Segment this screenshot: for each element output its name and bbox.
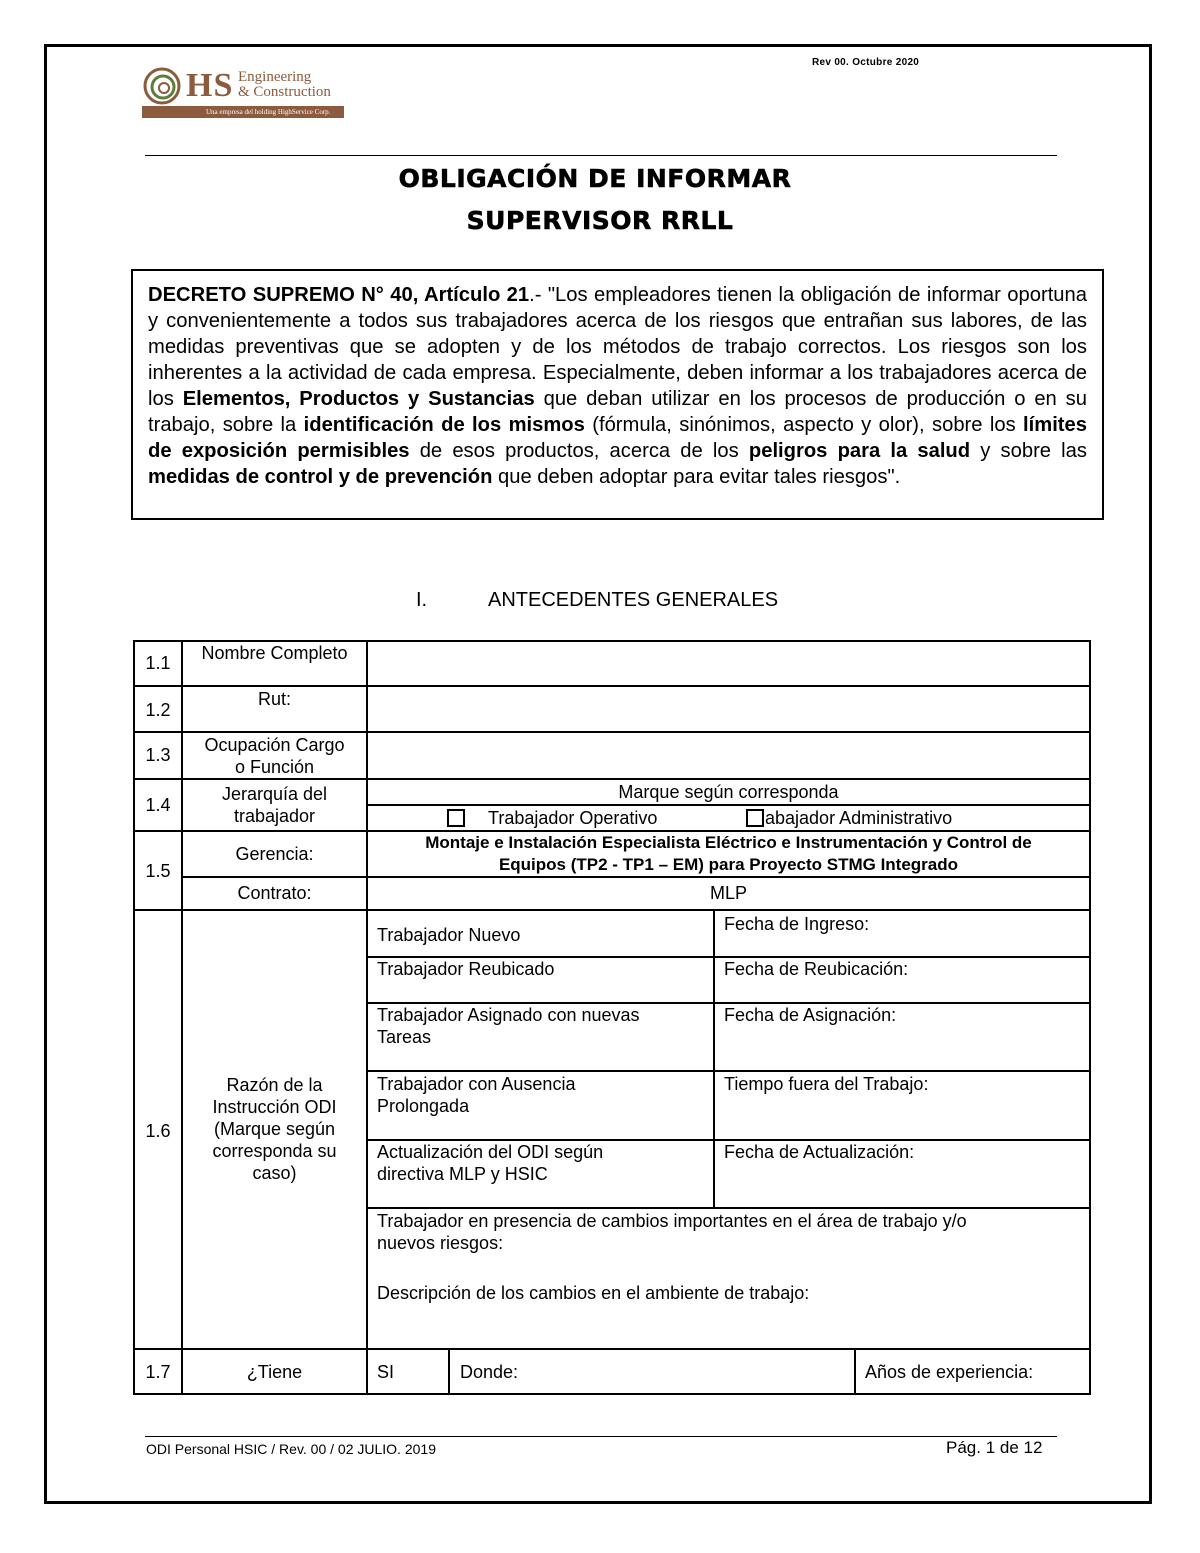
label-razon-line: (Marque según	[213, 1119, 336, 1139]
table-rule	[133, 1393, 1091, 1395]
gerencia-value	[368, 832, 1089, 876]
reason-date-label: Fecha de Actualización:	[724, 1142, 915, 1162]
table-border-right	[1089, 640, 1091, 1395]
logo-tagline: Una empresa del holding HighService Corp.	[206, 108, 331, 116]
option-administrativo: abajador Administrativo	[765, 808, 953, 828]
gerencia-value-line: Equipos (TP2 - TP1 – EM) para Proyecto STMG Integrado	[498, 855, 959, 874]
checkbox-operativo[interactable]	[447, 809, 465, 827]
reason-option-line: Trabajador con Ausencia	[377, 1074, 576, 1094]
contrato-value: MLP	[709, 883, 747, 903]
label-jerarquia	[183, 783, 366, 827]
row-number: 1.7	[145, 1362, 171, 1382]
label-rut: Rut:	[257, 689, 291, 709]
footer-document-ref: ODI Personal HSIC / Rev. 00 / 02 JULIO. 2019	[146, 1441, 436, 1457]
changes-option-line: nuevos riesgos:	[377, 1233, 504, 1253]
marque-instruction: Marque según corresponda	[618, 782, 839, 802]
page-title: OBLIGACIÓN DE INFORMAR	[398, 164, 792, 193]
page-subtitle: SUPERVISOR RRLL	[466, 206, 734, 235]
rut-field[interactable]	[369, 688, 1087, 729]
changes-description-label: Descripción de los cambios en el ambiente de trabajo:	[377, 1283, 810, 1303]
checkbox-administrativo[interactable]	[746, 809, 764, 827]
logo-swirl-icon	[142, 66, 182, 106]
reason-option[interactable]: Trabajador Reubicado	[377, 959, 555, 979]
table-col-divider-3	[713, 909, 715, 1208]
table-rule	[366, 804, 1091, 806]
option-operativo: Trabajador Operativo	[488, 808, 658, 828]
page-number: Pág. 1 de 12	[946, 1438, 1043, 1457]
header-rule	[145, 155, 1057, 156]
reason-option-line: Actualización del ODI según	[377, 1142, 604, 1162]
row-number: 1.3	[145, 745, 171, 765]
row-number: 1.5	[145, 861, 171, 881]
reason-option[interactable]	[377, 1004, 640, 1048]
logo-mark: HS	[186, 67, 234, 104]
section-title: ANTECEDENTES GENERALES	[488, 589, 779, 611]
decree-text: .- "Los empleadores tienen la obligación de informar oportuna y convenientemente a todos sus trabajadores acerca de los riesgos que entrañan sus labores, de las medidas preventivas que se adopten y de los métodos de trabajo correctos. Los riesgos son los inherentes a la actividad de cada empresa. Especialmente, deben informar a los trabajadores acerca de los	[148, 284, 1087, 410]
reason-date-label: Fecha de Reubicación:	[724, 959, 909, 979]
label-contrato: Contrato:	[237, 883, 312, 903]
table-rule	[366, 1207, 1091, 1209]
table-rule	[181, 876, 1091, 878]
changes-option[interactable]	[377, 1210, 967, 1254]
decree-heading: DECRETO SUPREMO N° 40, Artículo 21	[148, 284, 530, 306]
decree-text-2: (fórmula, sinónimos, aspecto y olor), sobre los	[584, 414, 1024, 436]
reason-option[interactable]	[377, 1073, 575, 1117]
label-razon-line: Razón de la	[226, 1075, 323, 1095]
decree-text-4: y sobre las	[970, 440, 1087, 462]
row-number: 1.2	[145, 700, 171, 720]
decree-text-1: que deban utilizar en los procesos de producción o en su trabajo, sobre la	[148, 388, 1087, 436]
changes-option-line: Trabajador en presencia de cambios importantes en el área de trabajo y/o	[377, 1211, 967, 1231]
company-logo	[142, 66, 346, 122]
table-rule	[133, 909, 1091, 911]
row-number: 1.4	[145, 795, 171, 815]
reason-option[interactable]	[377, 1141, 603, 1185]
decree-box	[131, 269, 1104, 520]
table-rule	[133, 731, 1091, 733]
decree-bold-1: Elementos, Productos y Sustancias	[182, 388, 535, 410]
reason-option[interactable]: Trabajador Nuevo	[377, 925, 521, 945]
gerencia-value-line: Montaje e Instalación Especialista Eléctrico e Instrumentación y Control de	[425, 833, 1032, 852]
footer-rule	[145, 1436, 1057, 1437]
section-number: I.	[416, 589, 428, 611]
row-number: 1.1	[145, 653, 171, 673]
label-razon	[183, 1074, 366, 1184]
ocupacion-field[interactable]	[369, 734, 1087, 776]
reason-date-label: Fecha de Ingreso:	[724, 914, 870, 934]
reason-option-line: Tareas	[377, 1027, 432, 1047]
logo-line-2: & Construction	[238, 84, 331, 100]
label-ocupacion	[183, 734, 366, 778]
decree-bold-2: identificación de los mismos	[303, 414, 585, 436]
reason-option-line: Trabajador Asignado con nuevas	[377, 1005, 640, 1025]
row-number: 1.6	[145, 1121, 171, 1141]
logo-text	[238, 70, 331, 100]
reason-option-line: directiva MLP y HSIC	[377, 1164, 548, 1184]
donde-label: Donde:	[460, 1362, 519, 1382]
logo-line-1: Engineering	[238, 69, 312, 85]
label-ocupacion-line: Ocupación Cargo	[204, 735, 345, 755]
reason-date-label: Tiempo fuera del Trabajo:	[724, 1074, 929, 1094]
table-rule	[133, 778, 1091, 780]
decree-text-5: que deben adoptar para evitar tales riesgos".	[492, 466, 901, 488]
decree-bold-5: medidas de control y de prevención	[148, 466, 493, 488]
decree-bold-3: límites de exposición permisibles	[148, 414, 1087, 462]
label-jerarquia-line: trabajador	[233, 806, 316, 826]
label-razon-line: caso)	[252, 1163, 297, 1183]
table-col-divider-2	[366, 640, 368, 1395]
table-col-divider-4	[448, 1348, 450, 1394]
label-jerarquia-line: Jerarquía del	[221, 784, 328, 804]
anios-label: Años de experiencia:	[865, 1362, 1034, 1382]
label-tiene: ¿Tiene	[246, 1362, 303, 1382]
table-rule	[133, 1348, 1091, 1350]
label-razon-line: corresponda su	[212, 1141, 337, 1161]
table-rule	[366, 1070, 1091, 1072]
label-ocupacion-line: o Función	[234, 757, 315, 777]
label-razon-line: Instrucción ODI	[212, 1097, 337, 1117]
table-col-divider-5	[854, 1348, 856, 1394]
revision-label: Rev 00. Octubre 2020	[812, 57, 920, 68]
decree-bold-4: peligros para la salud	[748, 440, 971, 462]
reason-option-line: Prolongada	[377, 1096, 470, 1116]
si-option[interactable]: SI	[377, 1362, 395, 1382]
table-rule	[133, 685, 1091, 687]
label-nombre: Nombre Completo	[201, 643, 348, 663]
reason-date-label: Fecha de Asignación:	[724, 1005, 897, 1025]
label-gerencia: Gerencia:	[235, 844, 314, 864]
decree-text-3: de esos productos, acerca de los	[409, 440, 749, 462]
nombre-field[interactable]	[369, 643, 1087, 684]
